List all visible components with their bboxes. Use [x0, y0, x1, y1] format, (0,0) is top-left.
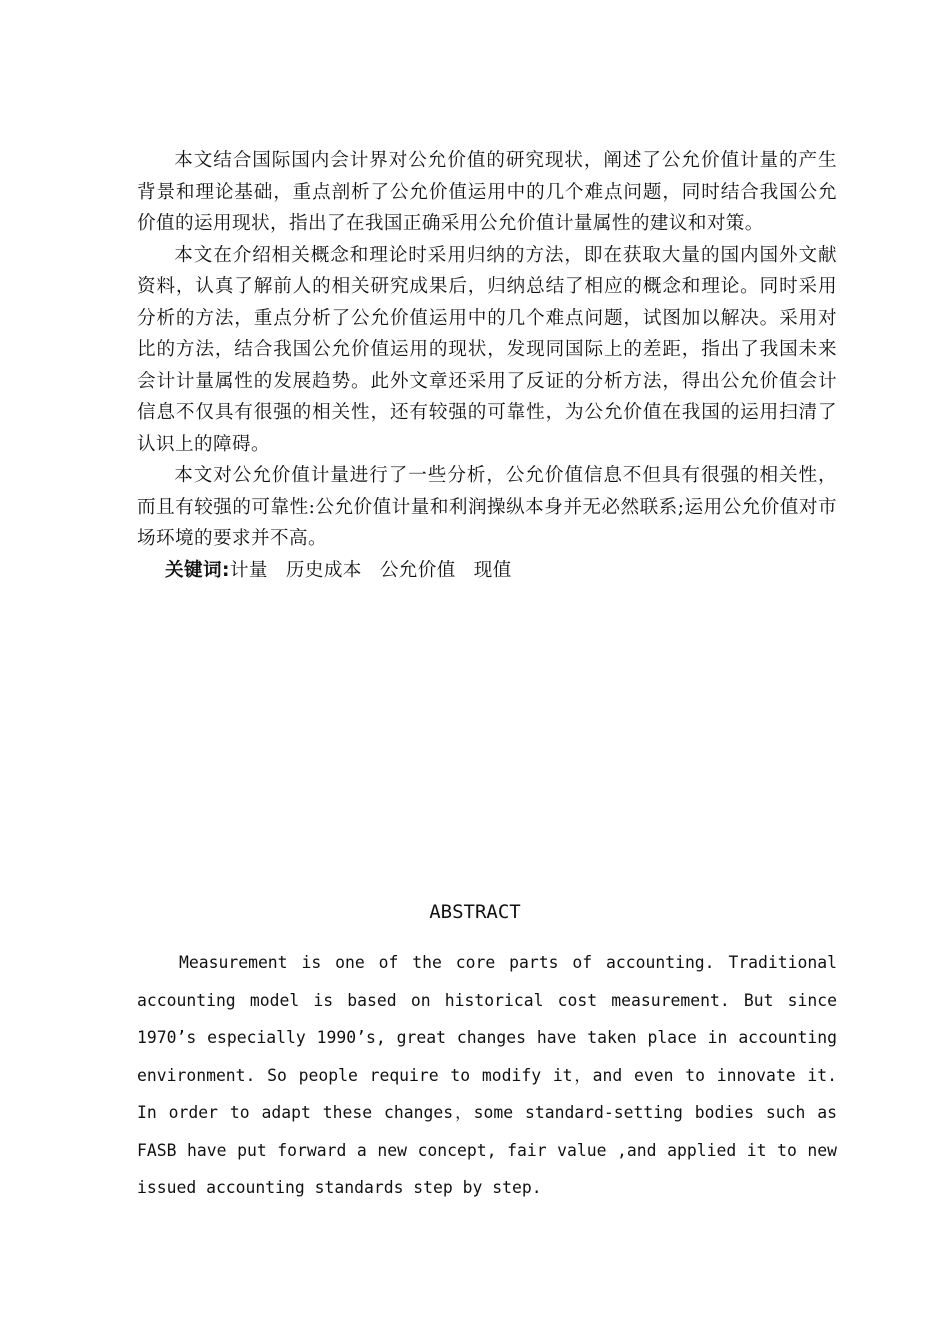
english-abstract-title: ABSTRACT [429, 901, 521, 923]
keywords-label: 关键词: [165, 559, 230, 581]
keyword-item: 公允价值 [379, 559, 456, 581]
chinese-abstract-paragraph-3: 本文对公允价值计量进行了一些分析，公允价值信息不但具有很强的相关性，而且有较强的可靠性:公允价值计量和利润操纵本身并无必然联系;运用公允价值对市场环境的要求并不高。 [137, 465, 837, 549]
keyword-item: 现值 [473, 559, 512, 581]
english-abstract-paragraph: Measurement is one of the core parts of accounting. Traditional accounting model is based on historical cost measurement. But since 1970’s especially 1990’s, great changes have taken place in accounting environment. So people require to modify it，and even to innovate it. In order to adapt these changes，some standard-setting bodies such as FASB have put forward a new concept, fair value ,and applied it to new issued accounting standards step by step. [137, 953, 837, 1197]
chinese-abstract [137, 145, 837, 586]
chinese-abstract-paragraph-2: 本文在介绍相关概念和理论时采用归纳的方法，即在获取大量的国内国外文献资料，认真了解前人的相关研究成果后，归纳总结了相应的概念和理论。同时采用分析的方法，重点分析了公允价值运用中的几个难点问题，试图加以解决。采用对比的方法，结合我国公允价值运用的现状，发现同国际上的差距，指出了我国未来会计计量属性的发展趋势。此外文章还采用了反证的分析方法，得出公允价值会计信息不仅具有很强的相关性，还有较强的可靠性，为公允价值在我国的运用扫清了认识上的障碍。 [137, 244, 837, 455]
chinese-abstract-paragraph-1: 本文结合国际国内会计界对公允价值的研究现状，阐述了公允价值计量的产生背景和理论基础，重点剖析了公允价值运用中的几个难点问题，同时结合我国公允价值的运用现状，指出了在我国正确采用公允价值计量属性的建议和对策。 [137, 150, 837, 234]
keyword-item: 历史成本 [285, 559, 362, 581]
keyword-item: 计量 [229, 559, 268, 581]
keywords-line [137, 555, 837, 587]
